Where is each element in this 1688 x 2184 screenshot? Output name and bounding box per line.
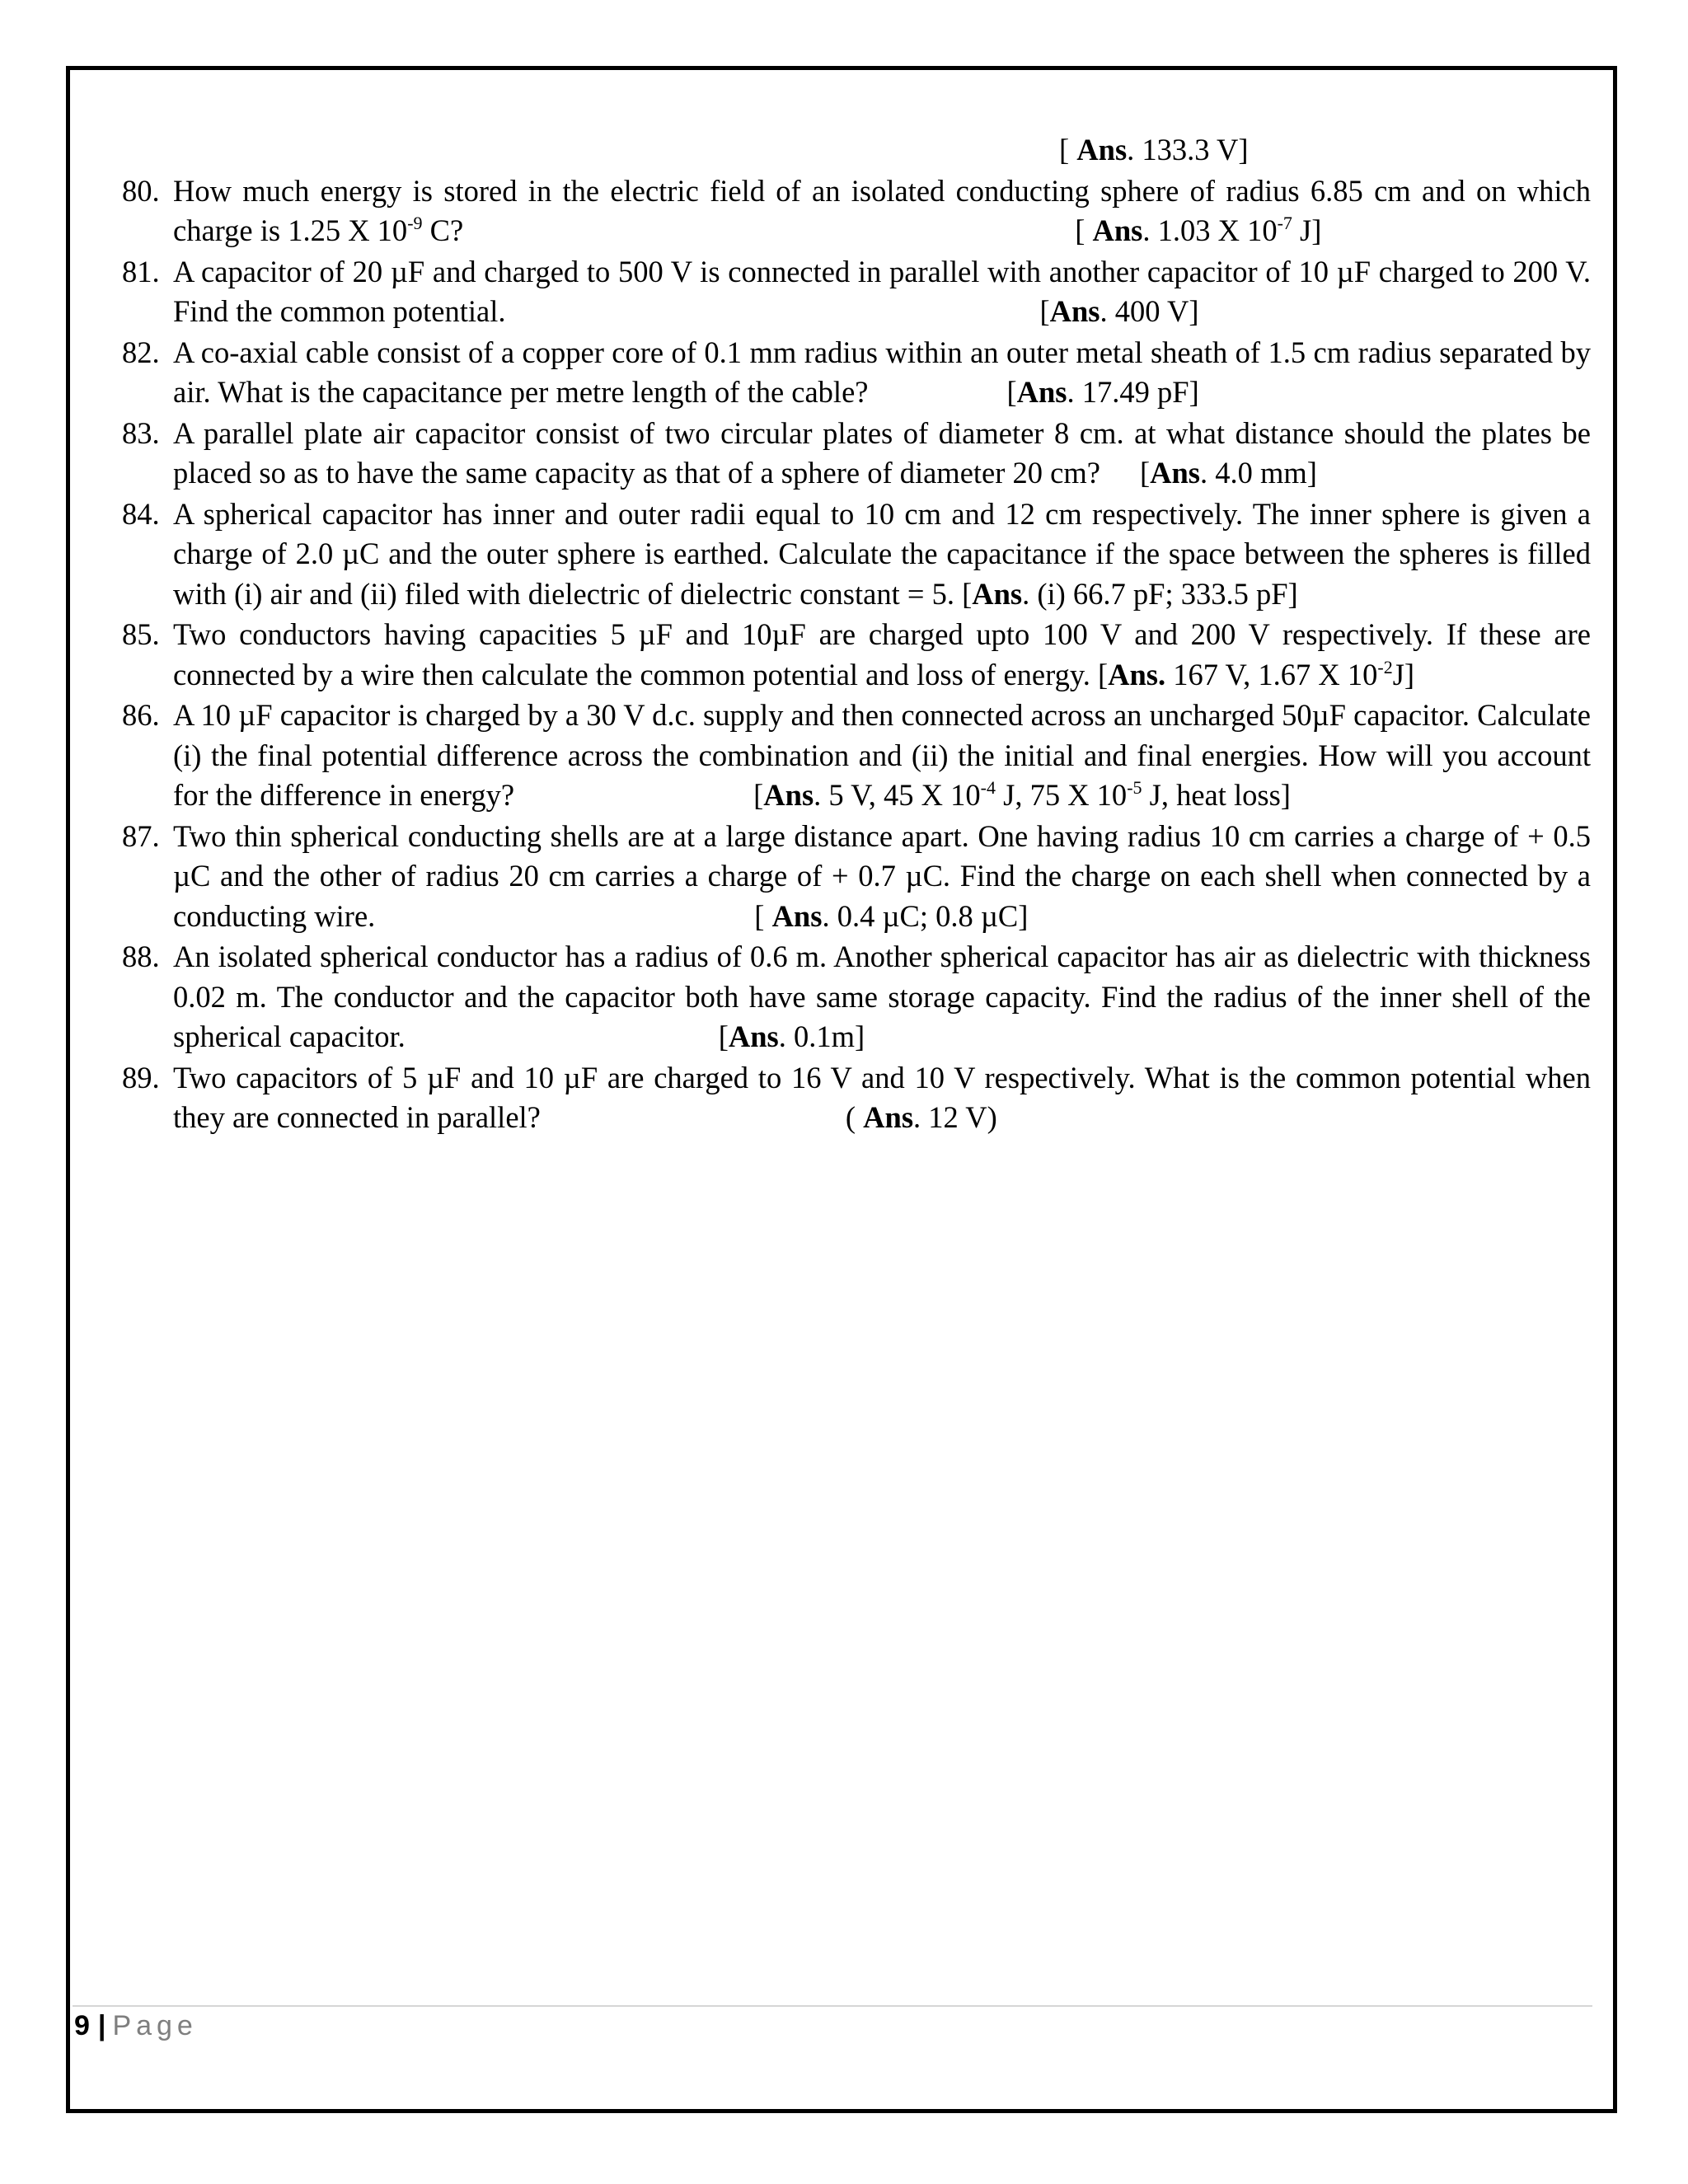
question-text: A 10 µF capacitor is charged by a 30 V d.c. supply and then connected across an uncharged 50µF capacitor. Calculate (i) the final potential difference across the combination and (ii) the initial and final energies. How will you account for the difference in energy? [Ans. 5 V, 45 X $10^{-4}$ J, 75 X $10^{-5}$ J, heat loss] xyxy=(173,698,1591,812)
question-number: 81. xyxy=(122,254,160,288)
question-number: 87. xyxy=(122,818,160,853)
question-text: Two thin spherical conducting shells are at a large distance apart. One having radius 10 cm carries a charge of + 0.5 µC and the other of radius 20 cm carries a charge of + 0.7 µC. Find the charge on each shell when connected by a conducting wire. [ Ans. 0.4 µC; 0.8 µC] xyxy=(173,818,1591,933)
question-86 xyxy=(122,696,1591,816)
question-text: A co-axial cable consist of a copper core of 0.1 mm radius within an outer metal sheath of 1.5 cm radius separated by air. What is the capacitance per metre length of the cable? [Ans. 17.49 pF] xyxy=(173,335,1591,409)
answer: [Ans. (i) 66.7 pF; 333.5 pF] xyxy=(962,576,1298,611)
question-text: Two conductors having capacities 5 µF and 10µF are charged upto 100 V and 200 V respectively. If these are connected by a wire then calculate the common potential and loss of energy. [Ans. 167 V, 1.67 X $10^{-2}J$] xyxy=(173,617,1591,691)
answer: [Ans. 400 V] xyxy=(1039,294,1199,328)
page-label: Page xyxy=(112,2010,198,2041)
question-text: A parallel plate air capacitor consist of two circular plates of diameter 8 cm. at what distance should the plates be placed so as to have the same capacity as that of a sphere of diameter 20 cm? [Ans. 4.0 mm] xyxy=(173,415,1591,490)
question-83 xyxy=(122,414,1591,494)
answer: [Ans. 4.0 mm] xyxy=(1139,456,1317,490)
question-85 xyxy=(122,615,1591,695)
question-number: 84. xyxy=(122,496,160,531)
answer: [ Ans. 133.3 V] xyxy=(1059,133,1249,166)
question-80 xyxy=(122,171,1591,251)
question-text: An isolated spherical conductor has a radius of 0.6 m. Another spherical capacitor has air as dielectric with thickness 0.02 m. The conductor and the capacitor both have same storage capacity. Find the radius of the inner shell of the spherical capacitor. [Ans. 0.1m] xyxy=(173,940,1591,1053)
question-number: 88. xyxy=(122,940,160,973)
page-footer xyxy=(74,2008,198,2044)
question-number: 82. xyxy=(122,335,160,369)
question-list xyxy=(122,130,1591,1138)
question-text: A spherical capacitor has inner and outer radii equal to 10 cm and 12 cm respectively. The inner sphere is given a charge of 2.0 µC and the outer sphere is earthed. Calculate the capacitance if the space between the spheres is filled with (i) air and (ii) filed with dielectric of dielectric constant = 5. [Ans. (i) 66.7 pF; 333.5 pF] xyxy=(173,496,1591,611)
question-number: 86. xyxy=(122,698,160,732)
answer: [Ans. 0.1m] xyxy=(718,1019,865,1053)
question-number: 80. xyxy=(122,173,160,208)
question-89 xyxy=(122,1058,1591,1138)
question-number: 89. xyxy=(122,1060,160,1094)
answer: [ Ans. 0.4 µC; 0.8 µC] xyxy=(754,898,1029,933)
top-answer-line xyxy=(122,130,1591,171)
answer: [Ans. 17.49 pF] xyxy=(1006,375,1199,409)
question-88 xyxy=(122,937,1591,1057)
question-text: How much energy is stored in the electric field of an isolated conducting sphere of radius 6.85 cm and on which charge is 1.25 X $10^{-9}$ C? [ Ans. 1.03 X $10^{-7}$ J] xyxy=(173,173,1591,247)
answer: [ Ans. 1.03 X $10^{-7}$ J] xyxy=(1075,213,1322,247)
page-number: 9 xyxy=(74,2010,90,2041)
question-text: A capacitor of 20 µF and charged to 500 V is connected in parallel with another capacitor of 10 µF charged to 200 V. Find the common potential. [Ans. 400 V] xyxy=(173,254,1591,328)
question-82 xyxy=(122,333,1591,413)
question-81 xyxy=(122,252,1591,332)
question-number: 83. xyxy=(122,415,160,450)
footer-rule xyxy=(73,2005,1592,2007)
question-text: Two capacitors of 5 µF and 10 µF are charged to 16 V and 10 V respectively. What is the common potential when they are connected in parallel? ( Ans. 12 V) xyxy=(173,1060,1591,1134)
answer: [Ans. 5 V, 45 X $10^{-4}$ J, 75 X $10^{-5}$ J, heat loss] xyxy=(753,777,1291,812)
footer-separator: | xyxy=(97,2010,106,2041)
answer: [Ans. 167 V, 1.67 X $10^{-2}J$] xyxy=(1097,656,1415,691)
question-87 xyxy=(122,817,1591,937)
answer: ( Ans. 12 V) xyxy=(845,1100,997,1134)
question-number: 85. xyxy=(122,617,160,651)
question-84 xyxy=(122,494,1591,615)
